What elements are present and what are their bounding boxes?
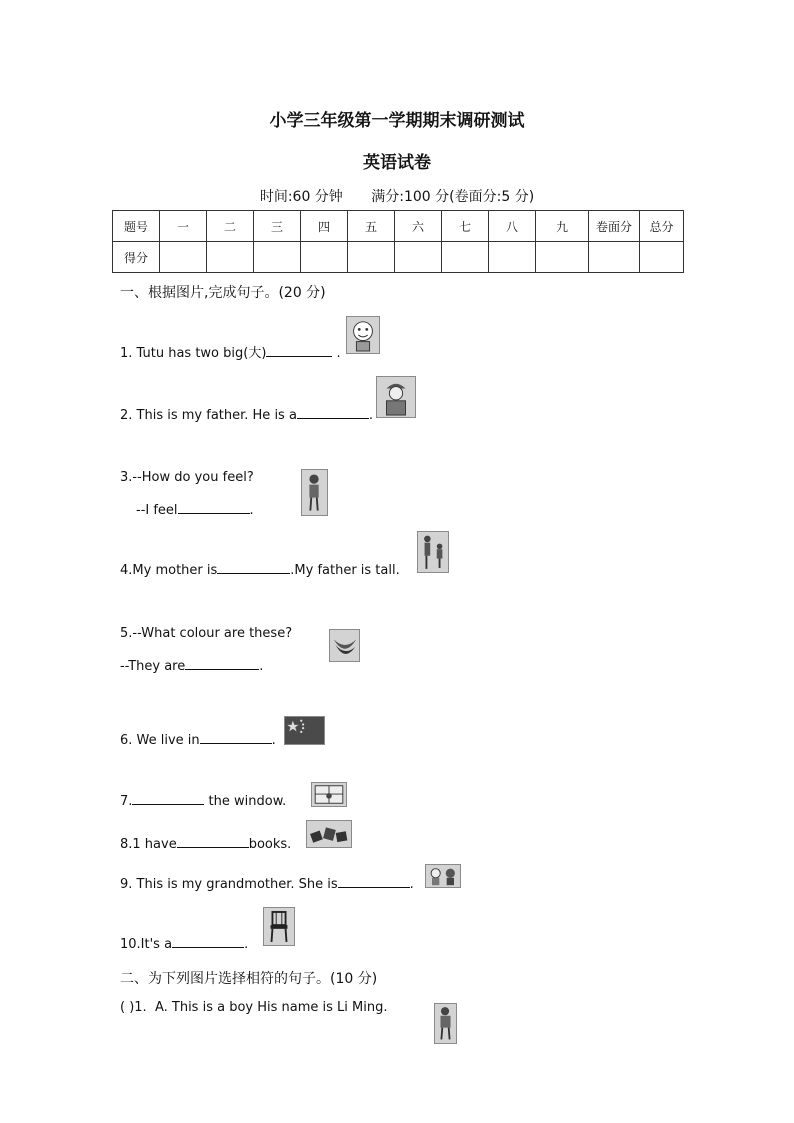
score-header-cell: 一 bbox=[160, 211, 207, 242]
exam-title: 小学三年级第一学期期末调研测试 bbox=[269, 111, 525, 131]
score-cell[interactable] bbox=[160, 242, 207, 273]
score-header-cell: 七 bbox=[442, 211, 489, 242]
section2-heading: 二、为下列图片选择相符的句子。(10 分) bbox=[120, 971, 378, 987]
answer-blank[interactable] bbox=[266, 344, 332, 357]
score-header-cell: 八 bbox=[489, 211, 536, 242]
score-header-cell: 题号 bbox=[113, 211, 160, 242]
old-woman-icon bbox=[425, 864, 461, 888]
score-header-cell: 二 bbox=[207, 211, 254, 242]
time-info: 时间:60 分钟 bbox=[259, 189, 343, 205]
score-table-header-row bbox=[113, 211, 684, 242]
score-header-cell: 九 bbox=[536, 211, 589, 242]
question-3-prompt: 3.--How do you feel? bbox=[120, 470, 254, 485]
score-header-cell: 五 bbox=[348, 211, 395, 242]
question-1: 1. Tutu has two big(大) . bbox=[120, 346, 341, 361]
score-table-score-row bbox=[113, 242, 684, 273]
question-5: --They are . bbox=[120, 659, 264, 674]
score-header-cell: 三 bbox=[254, 211, 301, 242]
answer-blank[interactable] bbox=[297, 406, 369, 419]
score-table bbox=[112, 210, 684, 273]
score-cell[interactable] bbox=[536, 242, 589, 273]
score-cell[interactable] bbox=[589, 242, 640, 273]
answer-blank[interactable] bbox=[338, 875, 410, 888]
answer-blank[interactable] bbox=[217, 561, 290, 574]
window-icon bbox=[311, 782, 347, 807]
score-cell[interactable] bbox=[348, 242, 395, 273]
score-header-cell: 四 bbox=[301, 211, 348, 242]
question-2: 2. This is my father. He is a . bbox=[120, 408, 374, 423]
score-cell[interactable] bbox=[207, 242, 254, 273]
question-9: 9. This is my grandmother. She is . bbox=[120, 877, 414, 892]
answer-paren[interactable]: ( )1. bbox=[120, 1000, 147, 1015]
score-row-label: 得分 bbox=[113, 242, 160, 273]
answer-blank[interactable] bbox=[177, 835, 249, 848]
score-header-cell: 六 bbox=[395, 211, 442, 242]
score-cell[interactable] bbox=[640, 242, 684, 273]
bananas-icon bbox=[329, 629, 360, 662]
exam-subtitle: 英语试卷 bbox=[363, 153, 431, 173]
score-cell[interactable] bbox=[442, 242, 489, 273]
answer-blank[interactable] bbox=[178, 501, 250, 514]
answer-blank[interactable] bbox=[200, 731, 272, 744]
question-8: 8.1 have books. bbox=[120, 837, 292, 852]
answer-blank[interactable] bbox=[172, 935, 244, 948]
sad-boy-icon bbox=[301, 469, 328, 516]
books-icon bbox=[306, 820, 352, 848]
chair-icon bbox=[263, 907, 295, 946]
question-4: 4.My mother is .My father is tall. bbox=[120, 563, 400, 578]
tall-short-people-icon bbox=[417, 531, 449, 573]
question-7: 7. the window. bbox=[120, 794, 287, 809]
question-5-prompt: 5.--What colour are these? bbox=[120, 626, 293, 641]
china-flag-icon bbox=[284, 716, 325, 745]
question-3: --I feel . bbox=[136, 503, 254, 518]
score-header-cell: 总分 bbox=[640, 211, 684, 242]
answer-blank[interactable] bbox=[185, 657, 259, 670]
score-cell[interactable] bbox=[489, 242, 536, 273]
exam-info bbox=[0, 186, 794, 206]
question-6: 6. We live in . bbox=[120, 733, 276, 748]
boy-icon bbox=[434, 1003, 457, 1044]
score-cell[interactable] bbox=[254, 242, 301, 273]
boy-face-icon bbox=[346, 316, 380, 354]
answer-blank[interactable] bbox=[132, 792, 204, 805]
question-10: 10.It's a . bbox=[120, 937, 249, 952]
score-header-cell: 卷面分 bbox=[589, 211, 640, 242]
score-cell[interactable] bbox=[301, 242, 348, 273]
worker-man-icon bbox=[376, 376, 416, 418]
section2-question-1: ( )1. A. This is a boy His name is Li Ming. bbox=[120, 1000, 388, 1015]
score-info: 满分:100 分(卷面分:5 分) bbox=[371, 189, 535, 205]
section1-heading: 一、根据图片,完成句子。(20 分) bbox=[120, 285, 326, 301]
score-cell[interactable] bbox=[395, 242, 442, 273]
